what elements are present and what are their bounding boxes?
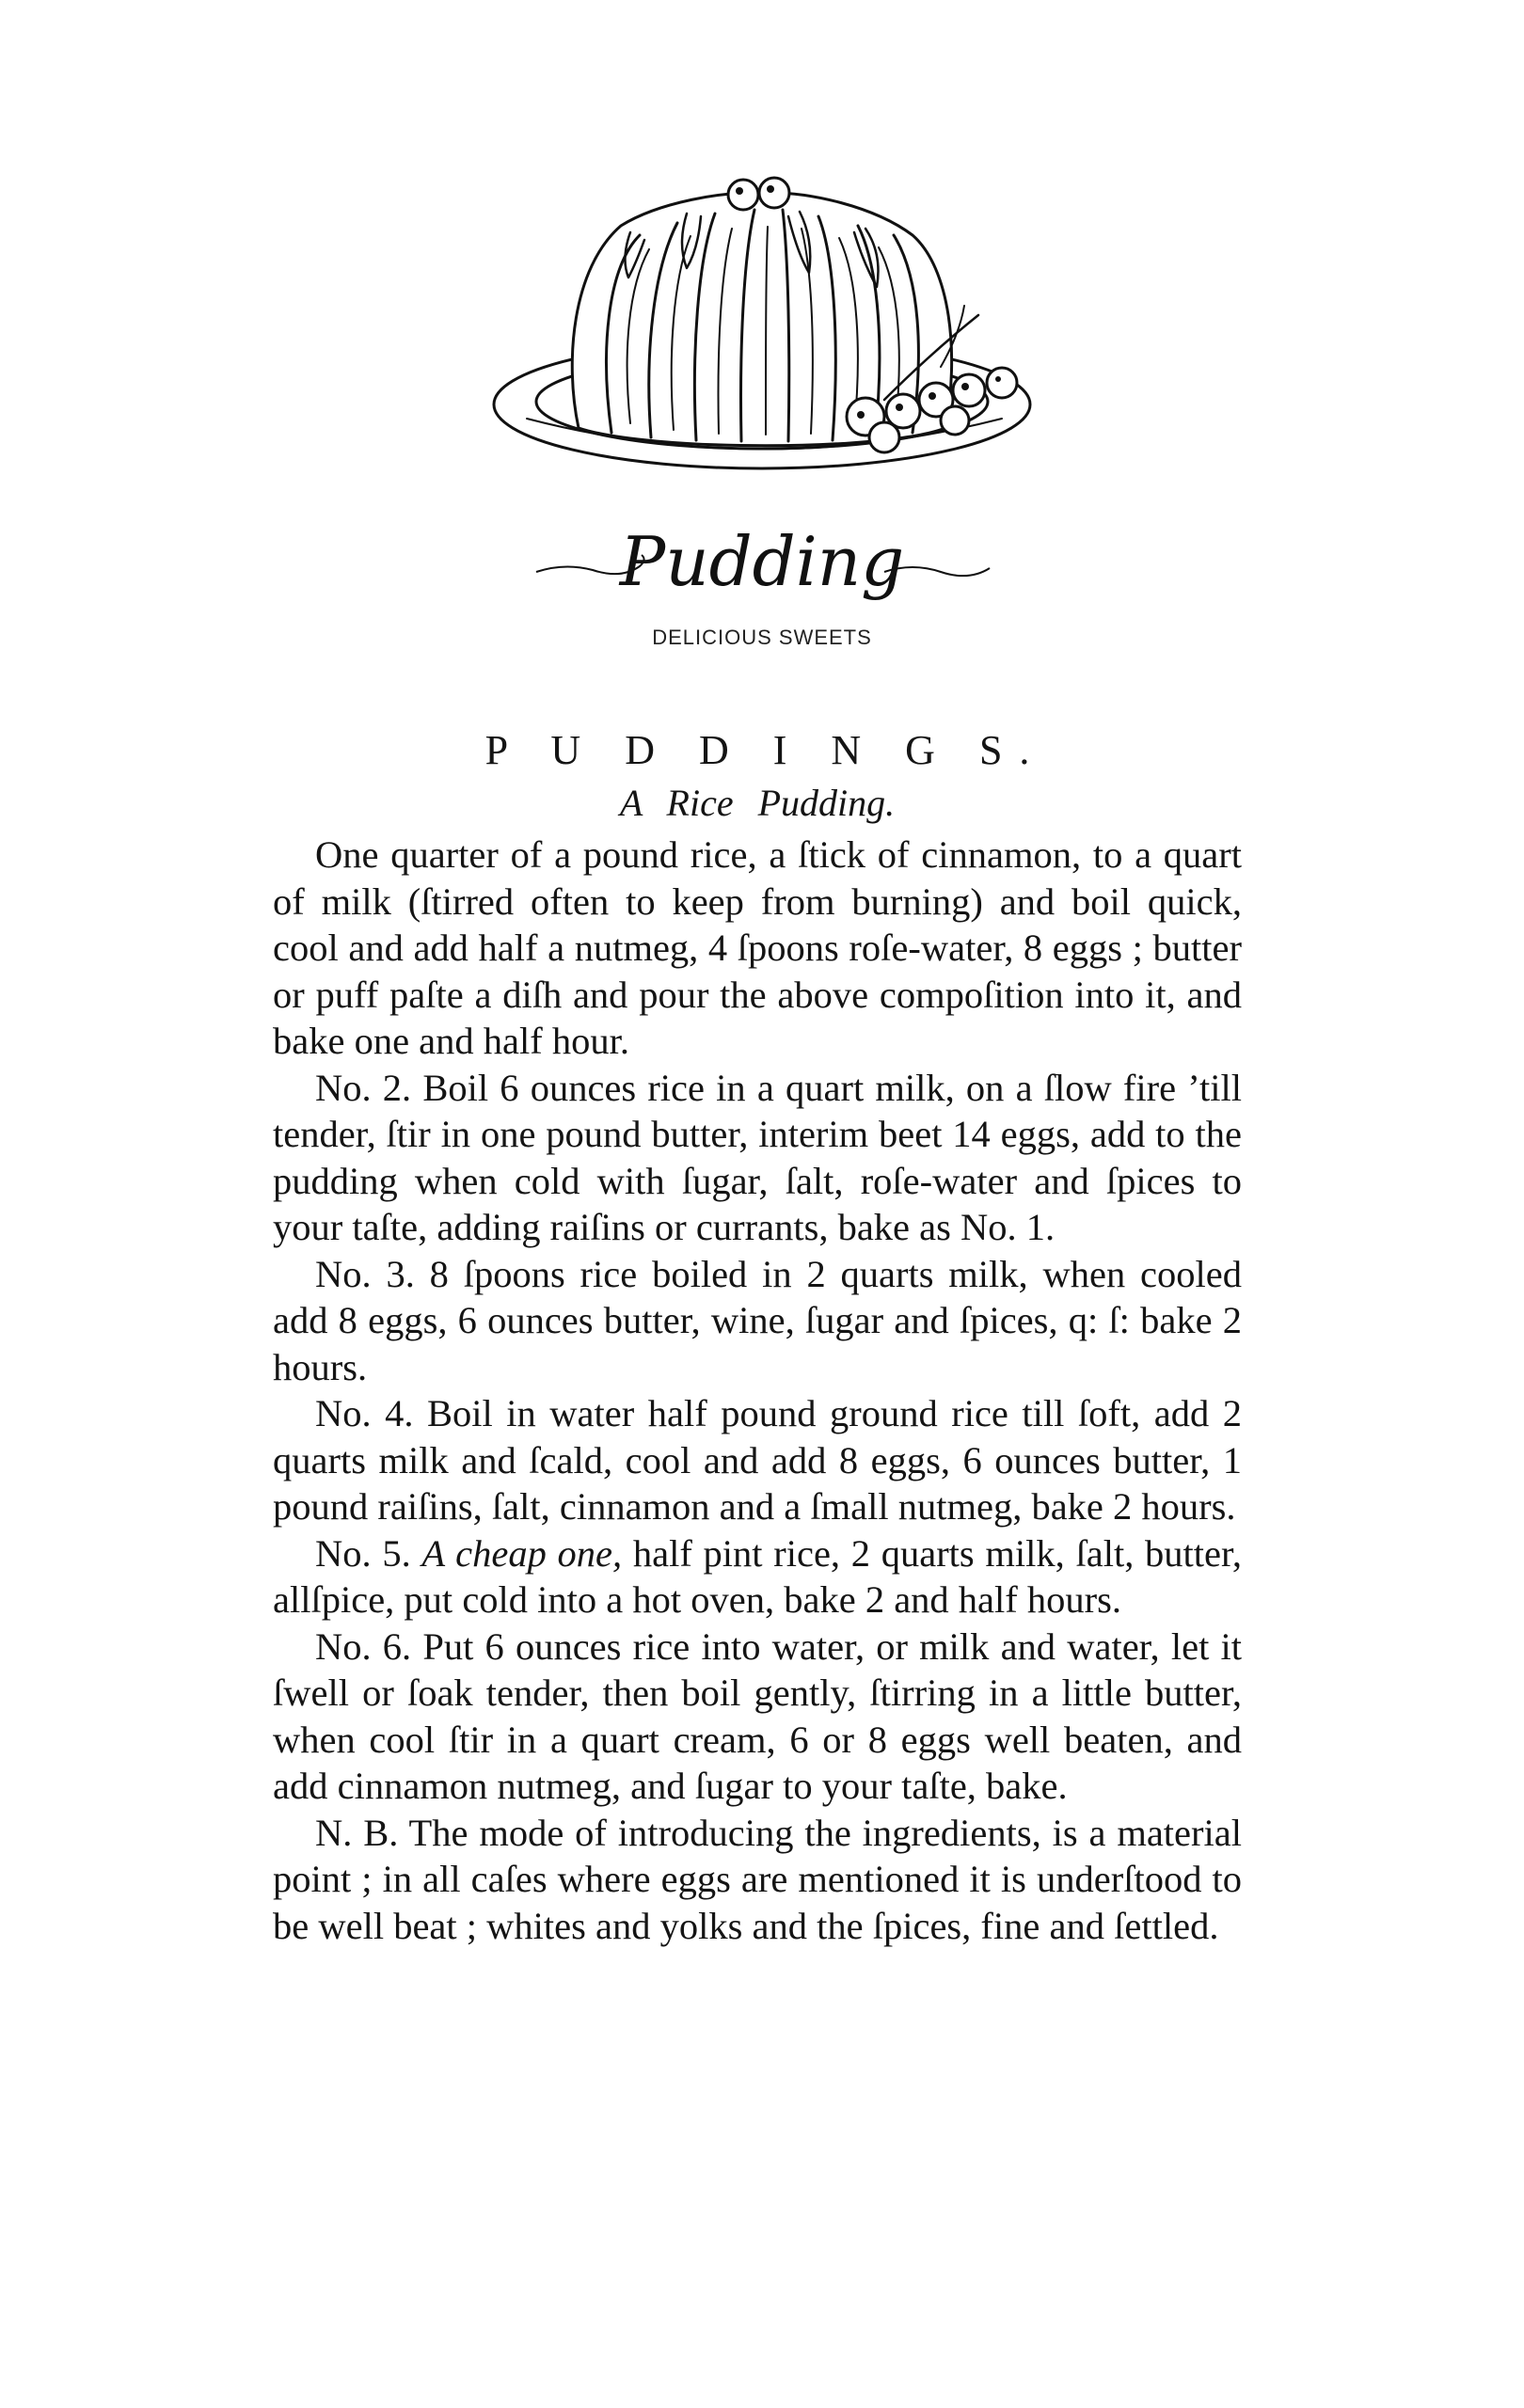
recipe-no6-label: No. 6. — [315, 1624, 412, 1668]
top-berry-right — [759, 178, 789, 208]
section-heading: P U D D I N G S. — [484, 727, 1047, 773]
recipe-no2 — [273, 1065, 1242, 1251]
recipe-no6 — [273, 1624, 1242, 1810]
recipe-no3-text: 8 ſpoons rice boiled in 2 quarts milk, when cooled add 8 eggs, 6 ounces butter, wine, ſugar and ſpices, q: ſ: bake 2 hours. — [273, 1252, 1243, 1388]
recipe-no2-text: Boil 6 ounces rice in a quart milk, on a ſlow fire ’till tender, ſtir in one pound butter, interim beet 14 eggs, add to the pudding when cold with ſugar, ſalt, roſe-water and ſpices to your taſte, adding raiſins or currants, bake as No. 1. — [273, 1066, 1243, 1248]
recipe-no3-label: No. 3. — [315, 1252, 415, 1295]
recipe-nb-label: N. B. — [315, 1811, 399, 1854]
recipe-no5-italic: A cheap one, — [421, 1531, 623, 1575]
recipe-no5-text: half pint rice, 2 quarts milk, ſalt, butter, allſpice, put cold into a hot oven, bake 2 and half hours. — [273, 1531, 1243, 1621]
recipe-no4 — [273, 1390, 1242, 1530]
logo-subtitle: DELICIOUS SWEETS — [652, 626, 872, 649]
recipe-no5 — [273, 1530, 1242, 1624]
pudding-script-logo — [527, 508, 997, 621]
recipe-no4-label: No. 4. — [315, 1392, 414, 1434]
recipe-intro — [273, 832, 1242, 1065]
recipe-nb — [273, 1810, 1242, 1950]
recipe-no5-label: No. 5. — [315, 1531, 411, 1575]
recipe-text — [273, 724, 1242, 1949]
recipe-no3 — [273, 1251, 1242, 1391]
logo — [527, 508, 997, 668]
pudding-illustration — [489, 165, 1035, 484]
top-berry-left — [728, 180, 758, 210]
logo-script-text: Pudding — [619, 522, 905, 601]
recipe-no6-text: Put 6 ounces rice into water, or milk and water, let it ſwell or ſoak tender, then boil gently, ſtirring in a little butter, when cool ſtir in a quart cream, 6 or 8 eggs well beaten, and add cinnamon nutmeg, and ſugar to your taſte, bake. — [273, 1624, 1242, 1807]
recipe-no4-text: Boil in water half pound ground rice till ſoft, add 2 quarts milk and ſcald, cool and add 8 eggs, 6 ounces butter, 1 pound raiſins, ſalt, cinnamon and a ſmall nutmeg, bake 2 hours. — [273, 1392, 1243, 1528]
recipe-intro-text: One quarter of a pound rice, a ſtick of cinnamon, to a quart of milk (ſtirred often to keep from burning) and boil quick, cool and add half a nutmeg, 4 ſpoons roſe-water, 8 eggs ; butter or puff paſte a diſh and pour the above compoſition into it, and bake one and half hour. — [273, 833, 1242, 1062]
recipe-nb-text: The mode of introducing the ingredients, is a material point ; in all caſes where eggs are mentioned it is underſtood to be well beat ; whites and yolks and the ſpices, fine and ſettled. — [273, 1811, 1242, 1947]
recipe-no2-label: No. 2. — [315, 1066, 412, 1109]
recipe-subheading: A Rice Pudding. — [619, 782, 896, 824]
